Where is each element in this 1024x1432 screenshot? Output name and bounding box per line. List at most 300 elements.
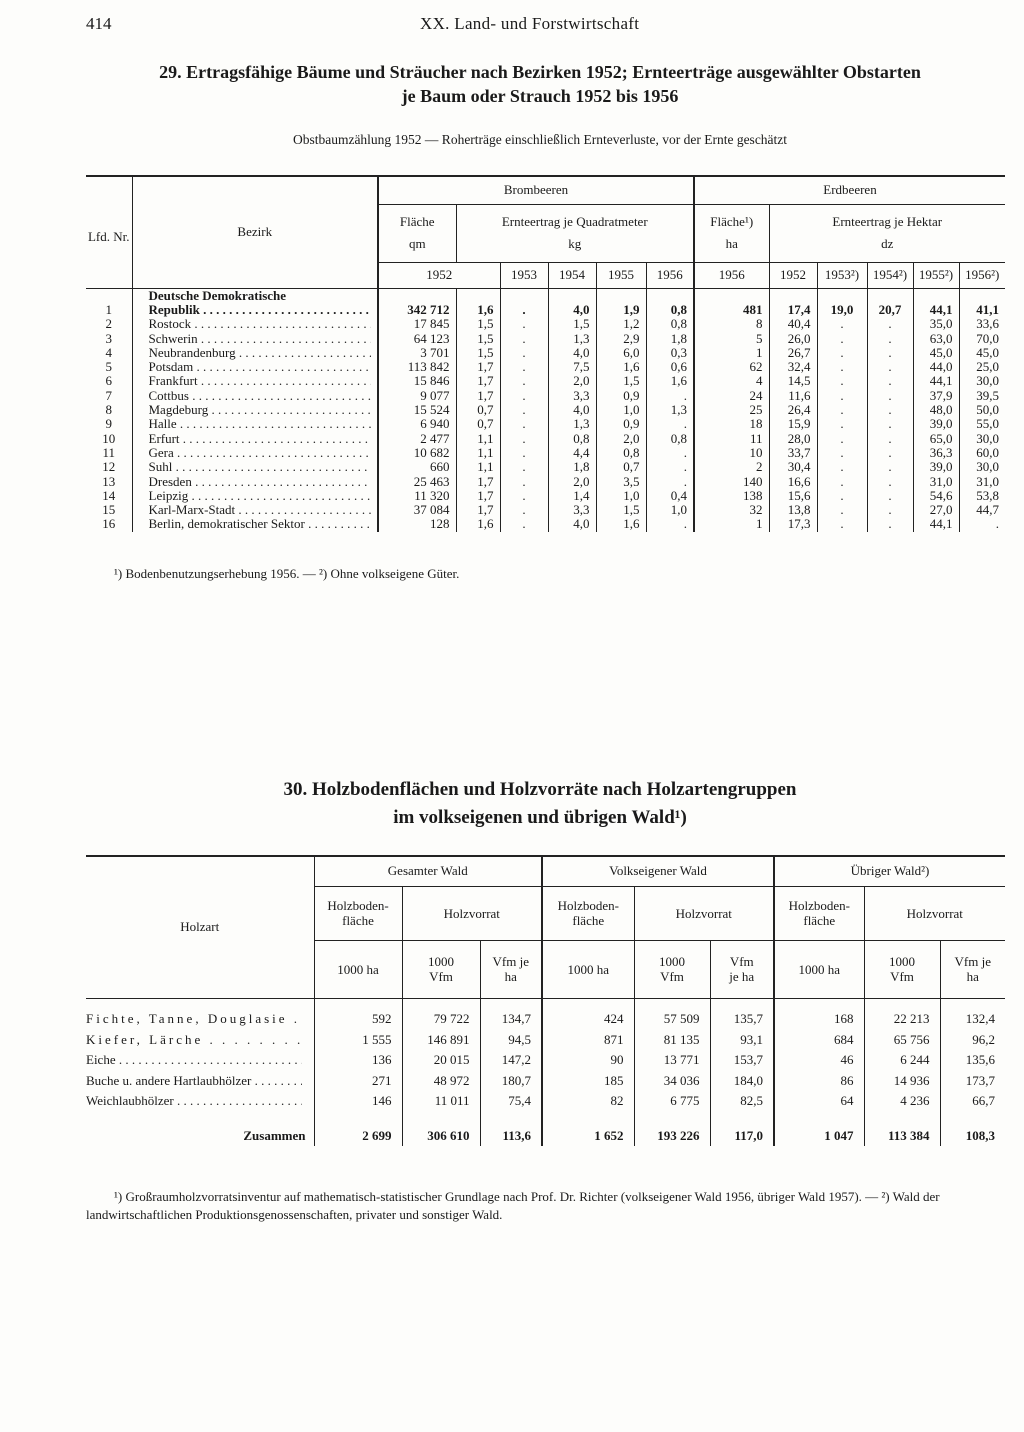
group-erdbeeren: Erdbeeren <box>694 176 1005 204</box>
table-cell: . <box>500 446 548 460</box>
bezirk-name <box>132 331 378 345</box>
table-cell: 96,2 <box>940 1029 1005 1050</box>
row-number: 10 <box>102 430 116 446</box>
table-cell: . <box>817 346 867 360</box>
table-cell: . <box>817 431 867 445</box>
table-cell: 17 845 <box>378 317 456 331</box>
row-number: 6 <box>105 373 112 389</box>
holzart-label: Fichte, Tanne, Douglasie . . . <box>86 1011 302 1026</box>
table-cell: . <box>500 389 548 403</box>
table-cell <box>646 288 694 303</box>
bezirk-name <box>132 446 378 460</box>
row-number: 5 <box>105 359 112 375</box>
table-cell: 135,6 <box>940 1050 1005 1071</box>
col-holzbodenflaeche: Holzboden-fläche <box>774 886 864 940</box>
table-row <box>86 1029 1005 1050</box>
table-cell: 50,0 <box>959 403 1005 417</box>
table-cell: . <box>500 303 548 317</box>
spacer-cell <box>634 998 710 1009</box>
table-cell: 26,0 <box>769 331 817 345</box>
year-cell: 1952 <box>769 262 817 288</box>
unit-cell: Vfm je ha <box>480 940 542 998</box>
table30-title-line2: im volkseigenen und übrigen Wald¹) <box>393 807 687 828</box>
table-cell: 10 682 <box>378 446 456 460</box>
table-cell: 17,4 <box>769 303 817 317</box>
table-cell: . <box>500 346 548 360</box>
table-cell: 1 555 <box>314 1029 402 1050</box>
table-cell: 11 <box>694 431 769 445</box>
col-holzvorrat: Holzvorrat <box>402 886 542 940</box>
spacer-cell <box>774 998 864 1009</box>
table-row <box>86 403 1005 417</box>
table-cell: 1,5 <box>456 331 500 345</box>
row-number: 4 <box>105 344 112 360</box>
table-cell: 108,3 <box>940 1111 1005 1146</box>
holzart-name <box>86 1091 314 1112</box>
table-cell: 32 <box>694 503 769 517</box>
table-cell: 0,7 <box>456 417 500 431</box>
page-number: 414 <box>86 14 112 33</box>
year-cell: 1955²) <box>913 262 959 288</box>
table-cell: 30,4 <box>769 460 817 474</box>
table-cell: . <box>500 403 548 417</box>
table-cell: 0,9 <box>596 417 646 431</box>
holzart-name <box>86 1111 314 1146</box>
table-cell: . <box>817 503 867 517</box>
table-cell: 1,5 <box>548 317 596 331</box>
table-cell: 481 <box>694 303 769 317</box>
table-cell: 37 084 <box>378 503 456 517</box>
table-cell: . <box>867 346 913 360</box>
bezirk-label: Schwerin . . . <box>149 332 371 346</box>
table-cell: 6,0 <box>596 346 646 360</box>
table-cell: 342 712 <box>378 303 456 317</box>
table-cell: . <box>867 460 913 474</box>
table-cell: 64 <box>774 1091 864 1112</box>
table-cell: . <box>817 389 867 403</box>
bezirk-name <box>132 403 378 417</box>
table-cell: . <box>867 403 913 417</box>
table-cell: 1,9 <box>596 303 646 317</box>
year-cell: 1952 <box>378 262 500 288</box>
table-cell <box>817 288 867 303</box>
table-row <box>86 360 1005 374</box>
table-cell: 81 135 <box>634 1029 710 1050</box>
table-cell: . <box>646 389 694 403</box>
table-cell: 1,7 <box>456 474 500 488</box>
holzart-name <box>86 1009 314 1030</box>
spacer-cell <box>86 998 314 1009</box>
table-cell: 15 524 <box>378 403 456 417</box>
bezirk-name <box>132 360 378 374</box>
table-cell: 26,7 <box>769 346 817 360</box>
table-row <box>86 489 1005 503</box>
table-cell: 3,3 <box>548 503 596 517</box>
table-cell: 10 <box>694 446 769 460</box>
flaeche-label: Fläche¹) <box>710 214 754 229</box>
table-cell: . <box>867 431 913 445</box>
table-row <box>86 446 1005 460</box>
spacer-row <box>86 998 1005 1009</box>
holzart-label: Weichlaubhölzer . . . <box>86 1093 302 1108</box>
table-cell: 1,8 <box>548 460 596 474</box>
table-cell: 13,8 <box>769 503 817 517</box>
table-row <box>86 431 1005 445</box>
row-number: 13 <box>102 473 116 489</box>
table-cell <box>500 288 548 303</box>
table-cell: . <box>867 374 913 388</box>
table-cell: 39,5 <box>959 389 1005 403</box>
spacer-cell <box>480 998 542 1009</box>
col-holzbodenflaeche: Holzboden-fläche <box>542 886 634 940</box>
table-cell: 2,0 <box>548 374 596 388</box>
table-cell <box>694 288 769 303</box>
holzart-label: Buche u. andere Hartlaubhölzer . . . <box>86 1073 302 1088</box>
table-cell <box>456 288 500 303</box>
table-cell: 28,0 <box>769 431 817 445</box>
bezirk-name <box>132 303 378 317</box>
table-cell: 2,0 <box>596 431 646 445</box>
col-ertrag-erdbeeren <box>769 204 1005 262</box>
table-cell: 684 <box>774 1029 864 1050</box>
table29 <box>86 176 1005 532</box>
table-cell: 25 <box>694 403 769 417</box>
col-holzvorrat: Holzvorrat <box>634 886 774 940</box>
ertrag-label: Ernteertrag je Hektar <box>832 214 943 229</box>
table-cell: 1 047 <box>774 1111 864 1146</box>
table-cell: 86 <box>774 1070 864 1091</box>
table-cell: 0,7 <box>596 460 646 474</box>
table-cell: 3 701 <box>378 346 456 360</box>
col-holzvorrat: Holzvorrat <box>864 886 1005 940</box>
table-cell: 33,6 <box>959 317 1005 331</box>
holzart-label: Zusammen <box>243 1127 306 1143</box>
table-cell: 1,0 <box>646 503 694 517</box>
table-cell: 592 <box>314 1009 402 1030</box>
bezirk-label: Neubrandenburg . . . <box>149 346 371 360</box>
holzart-name <box>86 1070 314 1091</box>
table-cell: . <box>867 389 913 403</box>
table-cell: . <box>867 474 913 488</box>
row-number: 1 <box>105 301 112 317</box>
table-cell: 2,9 <box>596 331 646 345</box>
table-cell: 424 <box>542 1009 634 1030</box>
table-cell: 132,4 <box>940 1009 1005 1030</box>
table-cell: 0,3 <box>646 346 694 360</box>
bezirk-name <box>132 474 378 488</box>
col-flaeche-brombeeren <box>378 204 456 262</box>
ertrag-unit: kg <box>568 236 582 251</box>
table-row <box>86 1009 1005 1030</box>
row-number: 8 <box>105 402 112 418</box>
table-cell: 15,6 <box>769 489 817 503</box>
table-cell: 75,4 <box>480 1091 542 1112</box>
table-cell: 0,8 <box>596 446 646 460</box>
table-cell: 46 <box>774 1050 864 1071</box>
table-cell <box>548 288 596 303</box>
year-cell: 1954²) <box>867 262 913 288</box>
group-brombeeren: Brombeeren <box>378 176 694 204</box>
table-cell: 30,0 <box>959 460 1005 474</box>
table-cell: 16,6 <box>769 474 817 488</box>
bezirk-label: Berlin, demokratischer Sektor . . . <box>149 517 371 531</box>
table-cell: 184,0 <box>710 1070 774 1091</box>
table-cell: 44,1 <box>913 303 959 317</box>
bezirk-name <box>132 417 378 431</box>
table-cell: 128 <box>378 517 456 531</box>
table-cell: . <box>867 489 913 503</box>
table-cell <box>86 288 132 303</box>
holzart-name <box>86 1029 314 1050</box>
table-cell: 60,0 <box>959 446 1005 460</box>
table-cell: 6 775 <box>634 1091 710 1112</box>
bezirk-label: Suhl . . . <box>149 460 371 474</box>
table-cell: 146 <box>314 1091 402 1112</box>
table-cell: 117,0 <box>710 1111 774 1146</box>
year-cell: 1955 <box>596 262 646 288</box>
table-cell: . <box>817 460 867 474</box>
table-cell: 53,8 <box>959 489 1005 503</box>
year-cell: 1953²) <box>817 262 867 288</box>
table-cell: 48,0 <box>913 403 959 417</box>
unit-cell: 1000 ha <box>314 940 402 998</box>
table-cell: 1,8 <box>646 331 694 345</box>
table-cell: 66,7 <box>940 1091 1005 1112</box>
bezirk-name <box>132 346 378 360</box>
table-cell: 1,7 <box>456 489 500 503</box>
table-cell: 4 <box>694 374 769 388</box>
table30-title-line1: 30. Holzbodenflächen und Holzvorräte nach Holzartengruppen <box>283 779 797 800</box>
spacer-cell <box>940 998 1005 1009</box>
table-cell: 54,6 <box>913 489 959 503</box>
table30-footnote: ¹) Großraumholzvorratsinventur auf mathematisch-statistischer Grundlage nach Prof. Dr. Richter (volkseigener Wald 1956, übriger Wald 1957). — ²) Wald der landwirtschaftlichen Produktionsgenossenschaften, privater und sonstiger Wald. <box>86 1189 940 1222</box>
table-cell: . <box>817 331 867 345</box>
table-cell: 44,1 <box>913 374 959 388</box>
running-title: XX. Land- und Forstwirtschaft <box>420 14 640 33</box>
table-cell: 82 <box>542 1091 634 1112</box>
table-cell <box>596 288 646 303</box>
table-cell: 79 722 <box>402 1009 480 1030</box>
table29-title-line1: 29. Ertragsfähige Bäume und Sträucher nach Bezirken 1952; Ernteerträge ausgewählter Obstarten <box>159 62 921 82</box>
table-cell: 138 <box>694 489 769 503</box>
table-cell: 0,8 <box>646 431 694 445</box>
table-cell: 63,0 <box>913 331 959 345</box>
table-cell: 4,4 <box>548 446 596 460</box>
table-cell: 0,8 <box>646 317 694 331</box>
table-cell: 32,4 <box>769 360 817 374</box>
table-cell: . <box>646 517 694 531</box>
table-row <box>86 288 1005 303</box>
spacer-cell <box>314 998 402 1009</box>
table-cell: 22 213 <box>864 1009 940 1030</box>
table-cell: 31,0 <box>913 474 959 488</box>
table-cell: 135,7 <box>710 1009 774 1030</box>
col-holzbodenflaeche: Holzboden-fläche <box>314 886 402 940</box>
spacer-cell <box>864 998 940 1009</box>
table-cell: 185 <box>542 1070 634 1091</box>
table-cell: 140 <box>694 474 769 488</box>
table-cell: 2 699 <box>314 1111 402 1146</box>
table-cell: . <box>817 489 867 503</box>
spacer-cell <box>542 998 634 1009</box>
bezirk-name <box>132 389 378 403</box>
table-cell: 17,3 <box>769 517 817 531</box>
table-cell: . <box>500 474 548 488</box>
bezirk-name: Deutsche Demokratische <box>132 288 378 303</box>
table-cell: . <box>646 417 694 431</box>
table-cell: 193 226 <box>634 1111 710 1146</box>
year-cell: 1956 <box>694 262 769 288</box>
table-cell: 8 <box>694 317 769 331</box>
table-cell: 271 <box>314 1070 402 1091</box>
col-flaeche-erdbeeren <box>694 204 769 262</box>
table-row <box>86 346 1005 360</box>
table-cell: 1,0 <box>596 489 646 503</box>
row-number: 9 <box>105 416 112 432</box>
table-cell: 4,0 <box>548 403 596 417</box>
table-cell: 15,9 <box>769 417 817 431</box>
table-row <box>86 1050 1005 1071</box>
table30-body <box>86 998 1005 1146</box>
table-cell: 6 940 <box>378 417 456 431</box>
table-cell: . <box>500 360 548 374</box>
table-cell: 25,0 <box>959 360 1005 374</box>
table-cell: 4,0 <box>548 346 596 360</box>
unit-cell: Vfm je ha <box>710 940 774 998</box>
table-cell <box>959 288 1005 303</box>
table-cell: 147,2 <box>480 1050 542 1071</box>
table-cell: 3,3 <box>548 389 596 403</box>
table-cell: 34 036 <box>634 1070 710 1091</box>
table-cell: 1 652 <box>542 1111 634 1146</box>
table-cell: . <box>646 474 694 488</box>
col-ertrag-brombeeren <box>456 204 694 262</box>
table29-body <box>86 288 1005 532</box>
col-holzart: Holzart <box>86 856 314 998</box>
table-cell: 1,0 <box>596 403 646 417</box>
table29-subtitle: Obstbaumzählung 1952 — Roherträge einschließlich Ernteverluste, vor der Ernte geschätzt <box>292 132 788 147</box>
table-cell: 36,3 <box>913 446 959 460</box>
bezirk-label: Republik . . . <box>149 303 371 317</box>
table-cell: 0,8 <box>548 431 596 445</box>
table29-title-line2: je Baum oder Strauch 1952 bis 1956 <box>401 86 679 106</box>
table-cell: 0,7 <box>456 403 500 417</box>
table-cell: . <box>500 417 548 431</box>
table29-footnote: ¹) Bodenbenutzungserhebung 1956. — ²) Ohne volkseigene Güter. <box>114 566 460 581</box>
table-row <box>86 1070 1005 1091</box>
table-cell: . <box>500 460 548 474</box>
table-cell: 7,5 <box>548 360 596 374</box>
table-cell: 30,0 <box>959 431 1005 445</box>
table-row <box>86 1091 1005 1112</box>
table-cell: . <box>817 517 867 531</box>
table-cell: . <box>817 403 867 417</box>
unit-cell: 1000 Vfm <box>864 940 940 998</box>
table-cell: 15 846 <box>378 374 456 388</box>
table-cell: . <box>817 417 867 431</box>
table-cell: . <box>867 331 913 345</box>
table-cell: . <box>500 331 548 345</box>
table-cell: 153,7 <box>710 1050 774 1071</box>
bezirk-label: Frankfurt . . . <box>149 374 371 388</box>
unit-cell: 1000 ha <box>542 940 634 998</box>
unit-cell: 1000 Vfm <box>634 940 710 998</box>
table-row <box>86 460 1005 474</box>
table-row <box>86 331 1005 345</box>
table-cell: . <box>867 317 913 331</box>
table-cell: 0,4 <box>646 489 694 503</box>
table-cell: 1,7 <box>456 503 500 517</box>
table-cell: 11,6 <box>769 389 817 403</box>
table-cell: . <box>500 503 548 517</box>
table-cell: 1,6 <box>596 517 646 531</box>
bezirk-name <box>132 317 378 331</box>
table-cell: 3,5 <box>596 474 646 488</box>
bezirk-name <box>132 431 378 445</box>
table-cell: 0,8 <box>646 303 694 317</box>
table-cell: 5 <box>694 331 769 345</box>
table-cell: 37,9 <box>913 389 959 403</box>
table-cell: 70,0 <box>959 331 1005 345</box>
table-row <box>86 389 1005 403</box>
table-cell: 39,0 <box>913 460 959 474</box>
year-cell: 1954 <box>548 262 596 288</box>
table-cell: 1,3 <box>646 403 694 417</box>
table-cell: 25 463 <box>378 474 456 488</box>
table-cell: 4,0 <box>548 517 596 531</box>
unit-cell: 1000 ha <box>774 940 864 998</box>
year-cell: 1953 <box>500 262 548 288</box>
table-cell: 0,9 <box>596 389 646 403</box>
table-cell: 24 <box>694 389 769 403</box>
table-cell: 45,0 <box>913 346 959 360</box>
bezirk-label: Magdeburg . . . <box>149 403 371 417</box>
table-cell: . <box>500 374 548 388</box>
table-cell: 19,0 <box>817 303 867 317</box>
bezirk-label: Halle . . . <box>149 417 371 431</box>
table-cell <box>769 288 817 303</box>
table-row <box>86 374 1005 388</box>
table-cell: 0,6 <box>646 360 694 374</box>
table30 <box>86 856 1005 1146</box>
table-cell: . <box>959 517 1005 531</box>
table-cell: 27,0 <box>913 503 959 517</box>
bezirk-label: Leipzig . . . <box>149 489 371 503</box>
table-cell <box>867 288 913 303</box>
unit-cell: Vfm je ha <box>940 940 1005 998</box>
table-cell: 18 <box>694 417 769 431</box>
table-cell: 2 477 <box>378 431 456 445</box>
table-cell: 1,4 <box>548 489 596 503</box>
bezirk-name <box>132 460 378 474</box>
table-cell: 94,5 <box>480 1029 542 1050</box>
row-number: 14 <box>102 487 116 503</box>
table-cell <box>913 288 959 303</box>
table-cell: 1,3 <box>548 331 596 345</box>
table-cell: 45,0 <box>959 346 1005 360</box>
table-cell: 1,6 <box>456 517 500 531</box>
ertrag-unit: dz <box>881 236 894 251</box>
table-cell: 44,0 <box>913 360 959 374</box>
table-cell: 11 320 <box>378 489 456 503</box>
year-cell: 1956 <box>646 262 694 288</box>
table-row <box>86 417 1005 431</box>
table-cell: . <box>867 503 913 517</box>
table-cell: 1,1 <box>456 431 500 445</box>
table-cell: 33,7 <box>769 446 817 460</box>
table-cell: . <box>867 360 913 374</box>
table-cell: 1,1 <box>456 460 500 474</box>
